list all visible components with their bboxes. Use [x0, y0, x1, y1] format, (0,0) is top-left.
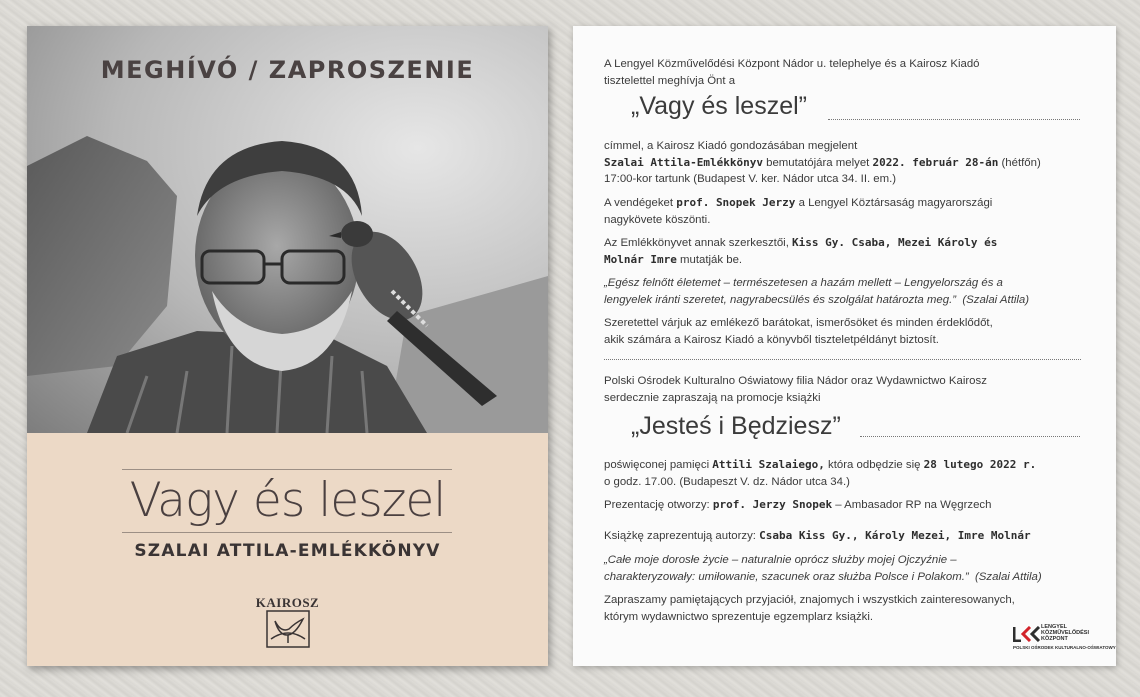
- pl-p1-pre: poświęconej pamięci: [604, 459, 713, 471]
- cover-rule-bottom: [122, 532, 452, 533]
- lkk-line2: KÖZMŰVELŐDÉSI: [1041, 630, 1089, 636]
- pl-quote: [604, 552, 1094, 585]
- hu-p2-pre: A vendégeket: [604, 197, 677, 209]
- hu-p3-line2: [604, 252, 1094, 269]
- pl-intro-line2: serdecznie zapraszają na promocje książki: [604, 391, 821, 404]
- pl-intro: [604, 373, 1094, 406]
- hu-p1-mid: bemutatójára melyet: [762, 156, 873, 169]
- hu-intro-line1: A Lengyel Közművelődési Központ Nádor u. telephelye és a Kairosz Kiadó: [604, 58, 980, 70]
- hu-paragraph-2: [604, 195, 1094, 228]
- kairosz-logo-icon: [265, 609, 311, 649]
- hu-p4-line1: Szeretettel várjuk az emlékező barátokat, ismerősöket és minden érdeklődőt,: [604, 317, 993, 329]
- pl-ambassador-name: prof. Jerzy Snopek: [712, 498, 833, 511]
- pl-honoree-name: Attili Szalaiego,: [712, 458, 825, 471]
- hu-quote-author: (Szalai Attila): [962, 293, 1030, 306]
- cover-subtitle: SZALAI ATTILA-EMLÉKKÖNYV: [134, 541, 441, 561]
- pl-title-dots: [860, 436, 1080, 437]
- hu-p2-line2: nagykövete köszönti.: [604, 213, 711, 226]
- hu-p3-post: mutatják be.: [676, 253, 743, 266]
- pl-p4-line2: którym wydawnictwo sprezentuje egzemplarz książki.: [604, 610, 874, 623]
- hu-p1-line2: [604, 155, 1094, 172]
- pl-p1-line2: o godz. 17.00. (Budapeszt V. dz. Nádor utca 34.): [604, 475, 850, 488]
- hu-day: (hétfőn): [998, 156, 1041, 169]
- book-cover: [27, 26, 548, 666]
- pl-p3-pre: Książkę zaprezentują autorzy:: [604, 530, 760, 542]
- pl-quote-author: (Szalai Attila): [975, 570, 1042, 583]
- cover-header: MEGHÍVÓ / ZAPROSZENIE: [100, 56, 475, 84]
- pl-paragraph-4: [604, 592, 1094, 625]
- cover-title: Vagy és leszel: [129, 473, 446, 528]
- hu-title-dots: [828, 119, 1080, 120]
- hu-title: „Vagy és leszel”: [631, 92, 807, 120]
- pl-intro-line1: Polski Ośrodek Kulturalno Oświatowy filia Nádor oraz Wydawnictwo Kairosz: [604, 375, 987, 387]
- hu-p2-post: a Lengyel Köztársaság magyarországi: [795, 197, 993, 209]
- author-photo: [27, 106, 548, 433]
- pl-title: „Jesteś i Będziesz”: [631, 412, 841, 440]
- hu-intro-line2: tisztelettel meghívja Önt a: [604, 74, 736, 87]
- hu-paragraph-1: [604, 138, 1094, 188]
- hu-p3-pre: Az Emlékkönyvet annak szerkesztői,: [604, 237, 793, 249]
- pl-p2-pre: Prezentację otworzy:: [604, 499, 713, 511]
- lkk-line1: LENGYEL: [1041, 624, 1067, 630]
- hu-p3-line1: [604, 235, 1094, 252]
- language-separator: [604, 359, 1081, 360]
- lkk-logo-subtitle: POLSKI OŚRODEK KULTURALNO-OŚWIATOWY: [1013, 645, 1116, 650]
- publisher-name: KAIROSZ: [255, 595, 320, 610]
- hu-ambassador-name: prof. Snopek Jerzy: [676, 196, 796, 209]
- hu-intro: [604, 56, 1094, 89]
- pl-paragraph-3: [604, 528, 1094, 545]
- pl-p1-mid: która odbędzie się: [824, 459, 924, 471]
- hu-paragraph-4: [604, 315, 1094, 348]
- pl-quote-line2: charakteryzowały: umiłowanie, szacunek oraz służba Polsce i Polakom.”: [604, 570, 969, 583]
- invitation-panel: [573, 26, 1116, 666]
- hu-p4-line2: akik számára a Kairosz Kiadó a könyvből tiszteletpéldányt biztosít.: [604, 333, 939, 346]
- pl-p1-line1: [604, 457, 1094, 474]
- hu-paragraph-3: [604, 235, 1094, 268]
- pl-authors: Csaba Kiss Gy., Károly Mezei, Imre Molnár: [759, 529, 1031, 542]
- hu-quote-line2: lengyelek iránti szeretet, nagyrabecsülés és szolgálat határozta meg.”: [604, 293, 957, 306]
- cover-photo-area: [27, 26, 548, 433]
- hu-date: 2022. február 28-án: [872, 155, 999, 169]
- hu-quote-line1: „Egész felnőtt életemet – természetesen a hazám mellett – Lengyelország és a: [604, 277, 1003, 289]
- pl-p2-post: – Ambasador RP na Węgrzech: [832, 499, 992, 511]
- pl-quote-line1: „Całe moje dorosłe życie – naturalnie oprócz służby mojej Ojczyźnie –: [604, 554, 957, 566]
- hu-p2-line1: [604, 195, 1094, 212]
- hu-quote: [604, 275, 1094, 308]
- cover-rule-top: [122, 469, 452, 470]
- lkk-logo-text: [1041, 624, 1089, 642]
- lkk-logo-icon: [1013, 626, 1041, 642]
- lkk-line3: KÖZPONT: [1041, 636, 1068, 642]
- hu-p1-line3: 17:00-kor tartunk (Budapest V. ker. Nádor utca 34. II. em.): [604, 173, 897, 185]
- pl-date: 28 lutego 2022 r.: [923, 458, 1037, 471]
- hu-p1-line1: címmel, a Kairosz Kiadó gondozásában megjelent: [604, 140, 858, 152]
- pl-paragraph-2: [604, 497, 1094, 514]
- hu-editors-1: Kiss Gy. Csaba, Mezei Károly és: [792, 236, 998, 249]
- hu-book-name: Szalai Attila-Emlékkönyv: [604, 155, 763, 169]
- pl-p4-line1: Zapraszamy pamiętających przyjaciół, znajomych i wszystkich zainteresowanych,: [604, 594, 1015, 606]
- cover-title-area: [27, 433, 548, 666]
- lkk-red-chevron: [1023, 627, 1030, 641]
- hu-editors-2: Molnár Imre: [604, 252, 677, 266]
- pl-paragraph-1: [604, 457, 1094, 490]
